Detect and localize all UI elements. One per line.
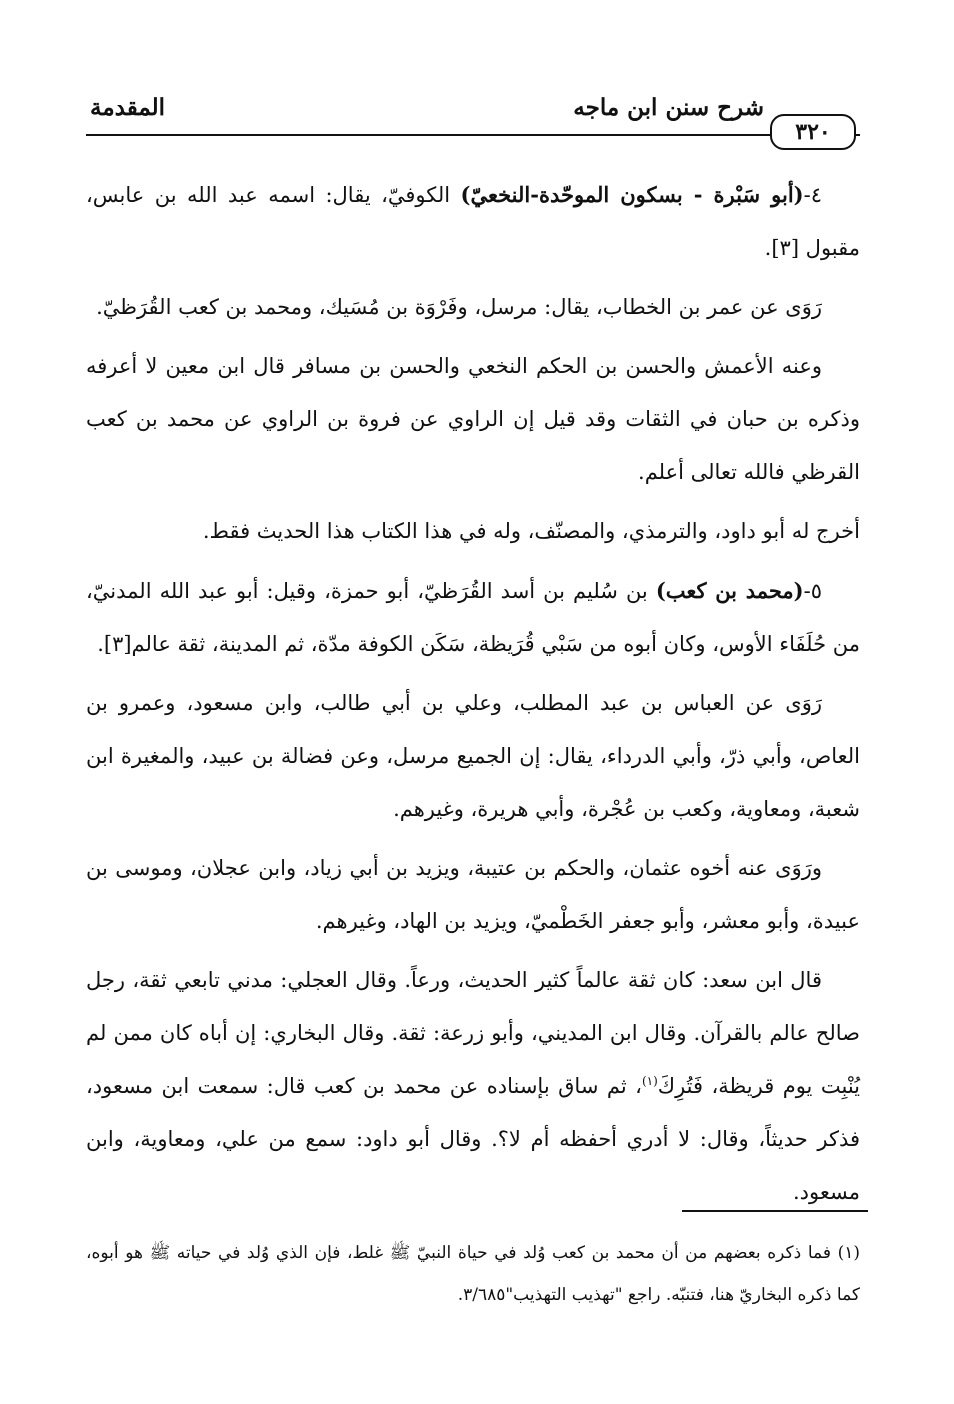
section-title: المقدمة xyxy=(90,94,166,121)
paragraph: أخرج له أبو داود، والترمذي، والمصنّف، وله في هذا الكتاب هذا الحديث فقط. xyxy=(202,519,860,543)
paragraph xyxy=(86,954,860,1219)
book-title: شرح سنن ابن ماجه xyxy=(573,94,764,121)
footnote-rule xyxy=(682,1210,868,1212)
paragraph-text: بن سُليم بن أسد القُرَظيّ، أبو حمزة، وقيل: أبو عبد الله المدنيّ، من حُلَفَاء الأوس، وكان أبوه من سَبْي قُرَيظة، سَكَن الكوفة مدّة، ثم المدينة، ثقة عالم[٣]. xyxy=(86,579,860,656)
footnote: (١) فما ذكره بعضهم من أن محمد بن كعب وُلد في حياة النبيّ ﷺ غلط، فإن الذي وُلد في حياته ﷺ هو أبوه، كما ذكره البخاريّ هنا، فتنبّه. راجع "تهذيب التهذيب"٣/٦٨٥. xyxy=(86,1243,860,1305)
paragraph: وعنه الأعمش والحسن بن الحكم النخعي والحسن بن مسافر قال ابن معين لا أعرفه وذكره بن حبان في الثقات وقد قيل إن الراوي عن فروة بن الراوي عن محمد بن كعب القرظي فالله تعالى أعلم. xyxy=(86,354,860,484)
paragraph-text: قال ابن سعد: كان ثقة عالماً كثير الحديث، ورعاً. وقال العجلي: مدني تابعي ثقة، رجل صالح عالم بالقرآن. وقال ابن المديني، وأبو زرعة: ثقة. وقال البخاري: إن أباه كان ممن لم يُنْبِت يوم قريظة، فَتُرِكَ xyxy=(86,968,860,1098)
header-rule xyxy=(86,134,860,136)
entry-number: ٤- xyxy=(803,183,822,207)
page-number: ٣٢٠ xyxy=(770,114,856,150)
narrator-name: (محمد بن كعب) xyxy=(655,578,804,603)
running-header xyxy=(86,92,860,156)
paragraph-narrator-4 xyxy=(86,168,860,275)
paragraph-text: ، ثم ساق بإسناده عن محمد بن كعب قال: سمعت ابن مسعود، فذكر حديثاً، وقال: لا أدري أحفظه أم لا؟. وقال أبو داود: سمع من علي، ومعاوية، وابن مسعود. xyxy=(86,1074,860,1204)
paragraph: رَوَى عن العباس بن عبد المطلب، وعلي بن أبي طالب، وابن مسعود، وعمرو بن العاص، وأبي ذرّ، وأبي الدرداء، يقال: إن الجميع مرسل، وعن فضالة بن عبيد، والمغيرة ابن شعبة، ومعاوية، وكعب بن عُجْرة، وأبي هريرة، وغيرهم. xyxy=(86,691,860,821)
entry-number: ٥- xyxy=(803,579,822,603)
paragraph: ورَوَى عنه أخوه عثمان، والحكم بن عتيبة، ويزيد بن أبي زياد، وابن عجلان، وموسى بن عبيدة، وأبو معشر، وأبو جعفر الخَطْميّ، ويزيد بن الهاد، وغيرهم. xyxy=(86,856,860,933)
paragraph: رَوَى عن عمر بن الخطاب، يقال: مرسل، وفَرْوَة بن مُسَيك، ومحمد بن كعب القُرَظيّ. xyxy=(96,295,822,319)
paragraph-narrator-5 xyxy=(86,564,860,671)
footnote-reference[interactable]: (١) xyxy=(641,1074,658,1088)
narrator-name: (أبو سَبْرة - بسكون الموحّدة-النخعيّ) xyxy=(460,182,804,207)
main-text xyxy=(86,168,860,1225)
paragraph-text: الكوفيّ، يقال: اسمه عبد الله بن عابس، مقبول [٣]. xyxy=(86,183,860,260)
